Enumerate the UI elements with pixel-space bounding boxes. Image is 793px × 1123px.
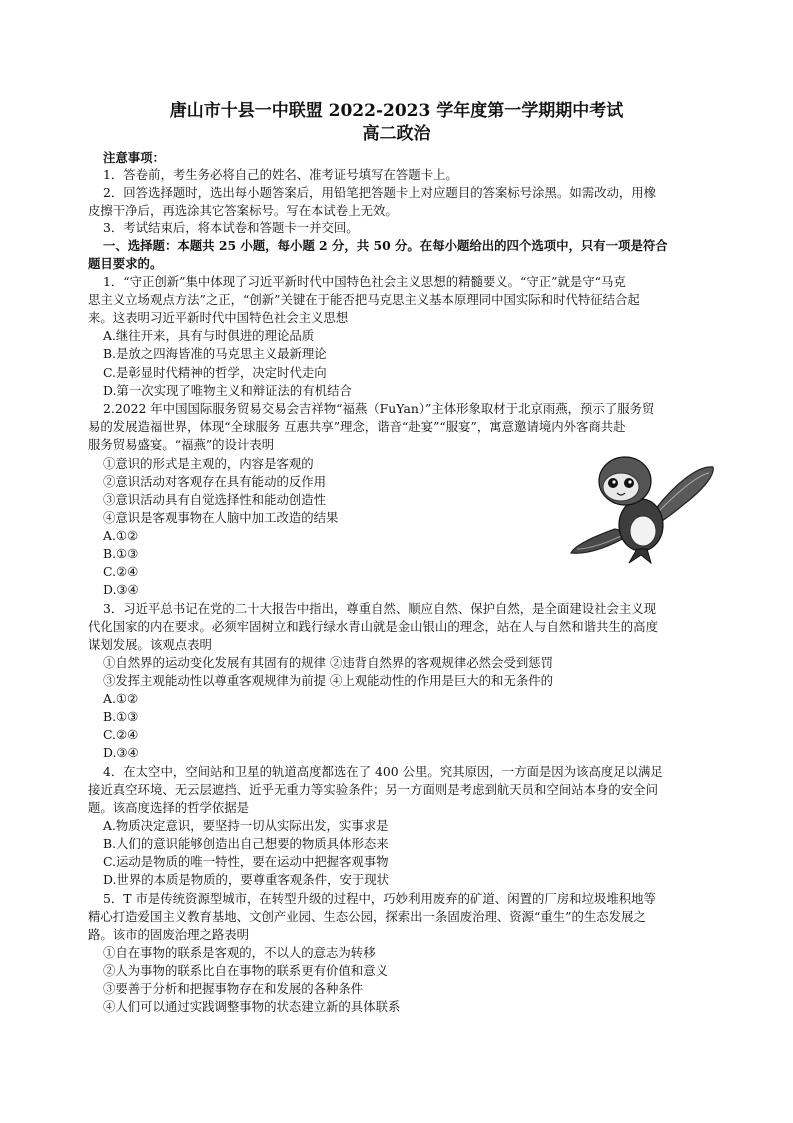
question-2-option: ①意识的形式是主观的，内容是客观的 xyxy=(103,456,314,471)
question-5-stem: 精心打造爱国主义教育基地、文创产业园、生态公园，探索出一条固废治理、资源“重生”的生态发展之 xyxy=(88,909,646,924)
question-4-stem: 4．在太空中，空间站和卫星的轨道高度都选在了 400 公里。究其原因，一方面是因为该高度足以满足 xyxy=(103,764,663,779)
question-2-option: ②意识活动对客观存在具有能动的反作用 xyxy=(103,474,327,489)
question-2-stem: 服务贸易盛宴。“福燕”的设计表明 xyxy=(88,437,275,452)
note-line: 3．考试结束后，将本试卷和答题卡一并交回。 xyxy=(103,220,359,235)
question-4-option: B.人们的意识能够创造出自己想要的物质具体形态来 xyxy=(103,836,389,851)
question-4-option: C.运动是物质的唯一特性，要在运动中把握客观事物 xyxy=(103,854,389,869)
exam-title: 唐山市十县一中联盟 2022-2023 学年度第一学期期中考试 xyxy=(169,101,624,121)
question-3-stem: 谋划发展。该观点表明 xyxy=(88,637,212,652)
question-5-stem: 路。该市的固废治理之路表明 xyxy=(88,927,250,942)
question-3-option: ①自然界的运动变化发展有其固有的规律 ②违背自然界的客观规律必然会受到惩罚 xyxy=(103,655,554,670)
note-line: 2．回答选择题时，选出每小题答案后，用铅笔把答题卡上对应题目的答案标号涂黑。如需改动，用橡 xyxy=(103,185,657,200)
question-2-stem: 2.2022 年中国国际服务贸易交易会吉祥物“福燕（FuYan）”主体形象取材于北京雨燕，预示了服务贸 xyxy=(103,401,655,416)
question-3-stem: 代化国家的内在要求。必须牢固树立和践行绿水青山就是金山银山的理念，站在人与自然和谐共生的高度 xyxy=(88,619,658,634)
question-1-option: D.第一次实现了唯物主义和辩证法的有机结合 xyxy=(103,383,352,398)
question-2-option: B.①③ xyxy=(103,546,139,561)
question-2-option: D.③④ xyxy=(103,582,139,597)
question-2-stem: 易的发展造福世界，体现“全球服务 互惠共享”理念，谐音“赴宴”“服宴”，寓意邀请境内外客商共赴 xyxy=(88,419,626,434)
question-3-option: C.②④ xyxy=(103,727,139,742)
question-2-option: ③意识活动具有自觉选择性和能动创造性 xyxy=(103,492,327,507)
notes-heading: 注意事项： xyxy=(103,150,165,165)
question-3-option: ③发挥主观能动性以尊重客观规律为前提 ④上观能动性的作用是巨大的和无条件的 xyxy=(103,673,554,688)
note-line: 皮擦干净后，再选涂其它答案标号。写在本试卷上无效。 xyxy=(88,203,398,218)
question-3-option: B.①③ xyxy=(103,709,139,724)
question-2-option: ④意识是客观事物在人脑中加工改造的结果 xyxy=(103,510,339,525)
exam-subtitle: 高二政治 xyxy=(362,124,431,144)
question-5-option: ③要善于分析和把握事物存在和发展的各种条件 xyxy=(103,981,364,996)
question-5-option: ②人为事物的联系比自在事物的联系更有价值和意义 xyxy=(103,963,388,978)
question-2-option: C.②④ xyxy=(103,564,139,579)
question-1-stem: 1．“守正创新”集中体现了习近平新时代中国特色社会主义思想的精髓要义。“守正”就是守“马克 xyxy=(103,274,626,289)
note-line: 1．答卷前，考生务必将自己的姓名、准考证号填写在答题卡上。 xyxy=(103,167,458,182)
section-heading: 一、选择题：本题共 25 小题，每小题 2 分，共 50 分。在每小题给出的四个选项中，只有一项是符合 xyxy=(103,238,668,253)
question-4-stem: 接近真空环境、无云层遮挡、近乎无重力等实验条件；另一方面则是考虑到航天员和空间站本身的安全问 xyxy=(88,782,658,797)
question-1-stem: 来。这表明习近平新时代中国特色社会主义思想 xyxy=(88,310,349,325)
question-3-option: A.①② xyxy=(103,691,139,706)
question-1-option: B.是放之四海皆准的马克思主义最新理论 xyxy=(103,346,327,361)
question-2-option: A.①② xyxy=(103,528,139,543)
question-3-option: D.③④ xyxy=(103,745,139,760)
question-5-stem: 5．T 市是传统资源型城市，在转型升级的过程中，巧妙利用废弃的矿道、闲置的厂房和垃圾堆积地等 xyxy=(103,891,656,906)
question-1-stem: 思主义立场观点方法”之正，“创新”关键在于能否把马克思主义基本原理同中国实际和时代特征结合起 xyxy=(88,292,640,307)
question-4-option: D.世界的本质是物质的，要尊重客观条件，安于现状 xyxy=(103,872,390,887)
fuyan-mascot-image xyxy=(563,445,723,565)
question-4-stem: 题。该高度选择的哲学依据是 xyxy=(88,800,250,815)
question-1-option: A.继往开来，具有与时俱进的理论品质 xyxy=(103,328,315,343)
question-1-option: C.是彰显时代精神的哲学，决定时代走向 xyxy=(103,365,327,380)
section-heading-cont: 题目要求的。 xyxy=(88,256,163,271)
question-5-option: ①自在事物的联系是客观的，不以人的意志为转移 xyxy=(103,945,376,960)
question-3-stem: 3．习近平总书记在党的二十大报告中指出，尊重自然、顺应自然、保护自然，是全面建设社会主义现 xyxy=(103,601,657,616)
question-5-option: ④人们可以通过实践调整事物的状态建立新的具体联系 xyxy=(103,999,401,1014)
question-4-option: A.物质决定意识，要坚持一切从实际出发，实事求是 xyxy=(103,818,389,833)
